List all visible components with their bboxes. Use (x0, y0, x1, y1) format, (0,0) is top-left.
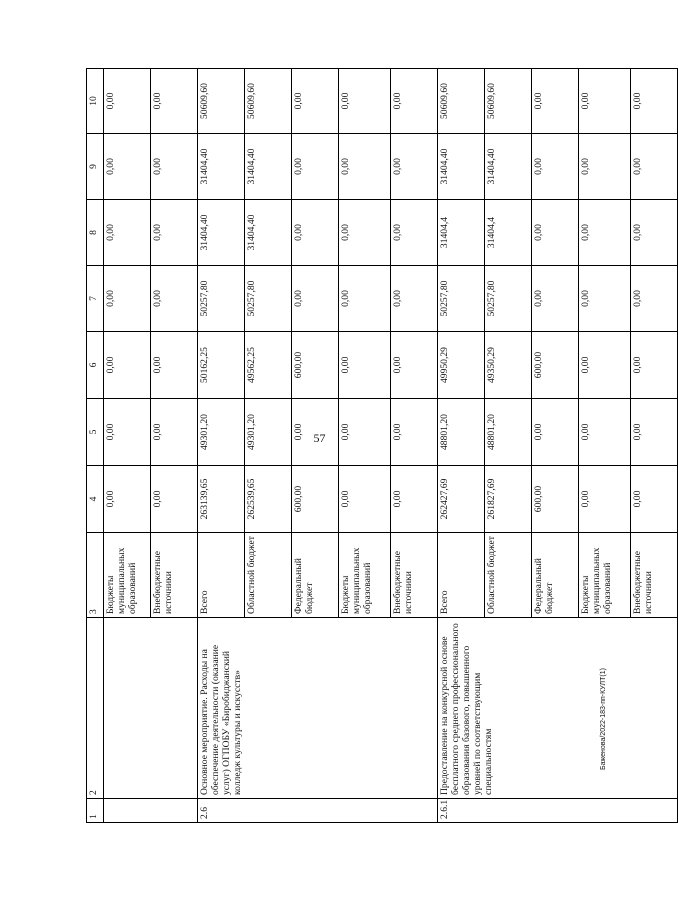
funding-source-cell: Всего (198, 533, 245, 618)
row-number-cell: 2.6 (198, 799, 438, 823)
funding-source-cell: Федеральный бюджет (292, 533, 339, 618)
funding-source-cell: Бюджеты муниципальных образований (104, 533, 151, 618)
amount-cell: 600,00 (532, 332, 579, 399)
amount-cell: 261827,69 (485, 466, 532, 533)
header-row (87, 69, 104, 823)
amount-cell: 0,00 (579, 332, 631, 399)
amount-cell: 0,00 (292, 200, 339, 266)
table-row (104, 69, 151, 823)
header-cell: 10 (87, 69, 104, 134)
amount-cell: 0,00 (631, 466, 678, 533)
funding-source-cell: Бюджеты муниципальных образований (339, 533, 391, 618)
amount-cell: 0,00 (151, 200, 198, 266)
funding-source-cell: Внебюджетные источники (631, 533, 678, 618)
document-stamp: Баженова/2022-183-пп-КУЛТ(1) (600, 668, 607, 770)
amount-cell: 0,00 (104, 399, 151, 466)
page-number: 57 (313, 431, 326, 445)
amount-cell: 49301,20 (245, 399, 292, 466)
amount-cell: 0,00 (631, 200, 678, 266)
header-cell: 8 (87, 200, 104, 266)
amount-cell: 31404,40 (198, 200, 245, 266)
header-cell: 5 (87, 399, 104, 466)
amount-cell: 49562,25 (245, 332, 292, 399)
amount-cell: 0,00 (339, 399, 391, 466)
amount-cell: 0,00 (292, 69, 339, 134)
amount-cell: 0,00 (391, 200, 438, 266)
amount-cell: 262427,69 (438, 466, 485, 533)
amount-cell: 0,00 (339, 266, 391, 332)
amount-cell: 31404,40 (438, 134, 485, 200)
row-number-cell (104, 799, 198, 823)
amount-cell: 0,00 (292, 134, 339, 200)
header-cell: 1 (87, 799, 104, 823)
amount-cell: 50609,60 (438, 69, 485, 134)
amount-cell: 0,00 (151, 134, 198, 200)
amount-cell: 49301,20 (198, 399, 245, 466)
amount-cell: 0,00 (104, 266, 151, 332)
amount-cell: 0,00 (104, 466, 151, 533)
amount-cell: 0,00 (151, 69, 198, 134)
header-cell: 9 (87, 134, 104, 200)
amount-cell: 0,00 (532, 266, 579, 332)
amount-cell: 50257,80 (198, 266, 245, 332)
amount-cell: 0,00 (579, 399, 631, 466)
amount-cell: 263139,65 (198, 466, 245, 533)
amount-cell: 50257,80 (245, 266, 292, 332)
header-cell: 6 (87, 332, 104, 399)
amount-cell: 0,00 (151, 466, 198, 533)
funding-source-cell: Бюджеты муниципальных образований (579, 533, 631, 618)
amount-cell: 600,00 (292, 466, 339, 533)
amount-cell: 0,00 (532, 134, 579, 200)
amount-cell: 50162,25 (198, 332, 245, 399)
amount-cell: 50609,60 (485, 69, 532, 134)
amount-cell: 0,00 (579, 200, 631, 266)
amount-cell: 600,00 (532, 466, 579, 533)
amount-cell: 31404,40 (198, 134, 245, 200)
funding-source-cell: Федеральный бюджет (532, 533, 579, 618)
amount-cell: 0,00 (532, 69, 579, 134)
amount-cell: 0,00 (104, 332, 151, 399)
amount-cell: 48801,20 (438, 399, 485, 466)
amount-cell: 49350,29 (485, 332, 532, 399)
budget-table (86, 68, 678, 823)
funding-source-cell: Всего (438, 533, 485, 618)
amount-cell: 0,00 (391, 399, 438, 466)
amount-cell: 50257,80 (485, 266, 532, 332)
amount-cell: 0,00 (391, 69, 438, 134)
activity-name-cell (104, 618, 198, 799)
amount-cell: 0,00 (579, 134, 631, 200)
activity-name-cell: Основное мероприятие. Расходы на обеспечение деятельности (оказание услуг) ОГПОБУ «Биробиджанский колледж культуры и искусств» (198, 618, 438, 799)
amount-cell: 50257,80 (438, 266, 485, 332)
amount-cell: 0,00 (579, 266, 631, 332)
amount-cell: 0,00 (339, 69, 391, 134)
amount-cell: 0,00 (391, 332, 438, 399)
amount-cell: 0,00 (631, 134, 678, 200)
header-cell: 2 (87, 618, 104, 799)
amount-cell: 50609,60 (198, 69, 245, 134)
amount-cell: 48801,20 (485, 399, 532, 466)
funding-source-cell: Областной бюджет (245, 533, 292, 618)
amount-cell: 0,00 (151, 266, 198, 332)
amount-cell: 0,00 (631, 266, 678, 332)
table-row (438, 69, 485, 823)
amount-cell: 31404,4 (485, 200, 532, 266)
amount-cell: 0,00 (579, 69, 631, 134)
amount-cell: 0,00 (339, 466, 391, 533)
funding-source-cell: Областной бюджет (485, 533, 532, 618)
header-cell: 4 (87, 466, 104, 533)
amount-cell: 31404,4 (438, 200, 485, 266)
amount-cell: 0,00 (579, 466, 631, 533)
amount-cell: 0,00 (391, 134, 438, 200)
amount-cell: 262539,65 (245, 466, 292, 533)
amount-cell: 31404,40 (245, 200, 292, 266)
table-row (198, 69, 245, 823)
amount-cell: 0,00 (631, 332, 678, 399)
header-cell: 7 (87, 266, 104, 332)
amount-cell: 31404,40 (485, 134, 532, 200)
amount-cell: 0,00 (104, 200, 151, 266)
amount-cell: 0,00 (391, 466, 438, 533)
amount-cell: 50609,60 (245, 69, 292, 134)
amount-cell: 0,00 (631, 399, 678, 466)
amount-cell: 0,00 (151, 332, 198, 399)
amount-cell: 0,00 (391, 266, 438, 332)
header-cell: 3 (87, 533, 104, 618)
amount-cell: 0,00 (292, 399, 339, 466)
amount-cell: 0,00 (339, 134, 391, 200)
amount-cell: 0,00 (104, 134, 151, 200)
amount-cell: 0,00 (339, 332, 391, 399)
activity-name-cell: Предоставление на конкурсной основе бесплатного среднего профессионального образования базового, повышенного уровней по соответствующим специальностям (438, 618, 678, 799)
amount-cell: 0,00 (532, 399, 579, 466)
amount-cell: 0,00 (339, 200, 391, 266)
funding-source-cell: Внебюджетные источники (391, 533, 438, 618)
amount-cell: 49950,29 (438, 332, 485, 399)
amount-cell: 0,00 (104, 69, 151, 134)
funding-source-cell: Внебюджетные источники (151, 533, 198, 618)
amount-cell: 0,00 (631, 69, 678, 134)
amount-cell: 0,00 (292, 266, 339, 332)
table-body (87, 69, 678, 823)
amount-cell: 31404,40 (245, 134, 292, 200)
amount-cell: 600,00 (292, 332, 339, 399)
row-number-cell: 2.6.1 (438, 799, 678, 823)
amount-cell: 0,00 (532, 200, 579, 266)
amount-cell: 0,00 (151, 399, 198, 466)
